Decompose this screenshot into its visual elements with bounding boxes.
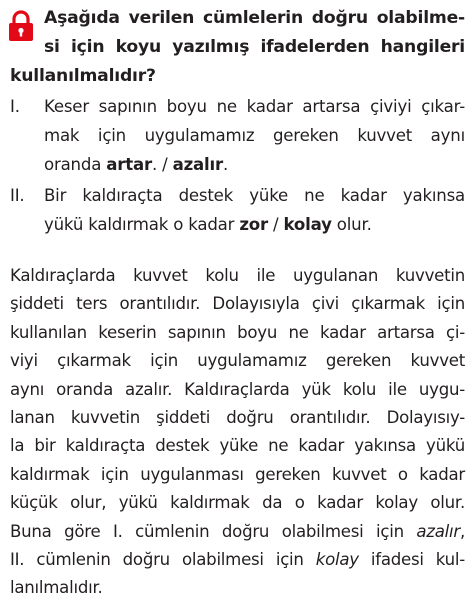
- explanation-line: kaldırmak için uygulanması gereken kuvvet o kadar: [10, 464, 465, 484]
- text-run: oranda: [44, 155, 107, 174]
- bold-option: zor: [239, 215, 268, 234]
- text-run: ,: [459, 521, 465, 541]
- bold-option: azalır: [172, 155, 223, 174]
- explanation-line: lanan kuvvetin şiddeti doğru orantılıdır. Dolayısıy-: [10, 408, 465, 428]
- explanation-line: [10, 546, 465, 574]
- question-line: Aşağıda verilen cümlelerin doğru olabilme-: [44, 8, 465, 28]
- statement-item: [10, 92, 465, 179]
- statement-line: Keser sapının boyu ne kadar artarsa çiviyi çıkar-: [44, 97, 465, 116]
- text-run: ifadesi kul-: [358, 550, 466, 570]
- text-run: .: [223, 155, 229, 174]
- statement-list: [10, 92, 465, 241]
- explanation-line: lanılmalıdır.: [10, 578, 103, 598]
- statement-line: Bir kaldıraçta destek yüke ne kadar yakınsa: [44, 186, 465, 205]
- explanation-line: kullanılan keserin sapının boyu ne kadar artarsa çi-: [10, 322, 465, 342]
- explanation-line: [10, 518, 465, 546]
- explanation-text: [10, 262, 465, 603]
- bold-option: kolay: [283, 215, 332, 234]
- statement-line: [44, 210, 465, 239]
- question-line: si için koyu yazılmış ifadelerden hangileri: [44, 37, 465, 57]
- bold-option: artar: [106, 155, 152, 174]
- text-run: yükü kaldırmak o kadar: [44, 215, 240, 234]
- text-run: /: [267, 215, 284, 234]
- statement-item: [10, 181, 465, 239]
- question-text: [10, 4, 465, 91]
- italic-answer: kolay: [315, 550, 359, 570]
- question-line: kullanılmalıdır?: [10, 66, 156, 86]
- statement-number: II.: [10, 186, 25, 205]
- statement-line: mak için uygulamamız gereken kuvvet aynı: [44, 126, 465, 145]
- text-run: II. cümlenin doğru olabilmesi için: [10, 550, 316, 570]
- explanation-line: Kaldıraçlarda kuvvet kolu ile uygulanan kuvvetin: [10, 266, 465, 285]
- statement-number: I.: [10, 97, 20, 116]
- explanation-line: la bir kaldıraçta destek yüke ne kadar yakınsa yükü: [10, 436, 465, 456]
- italic-answer: azalır: [416, 521, 460, 541]
- explanation-line: şiddeti ters orantılıdır. Dolayısıyla çivi çıkarmak için: [10, 294, 465, 314]
- explanation-line: viyi çıkarmak için uygulamamız gereken kuvvet: [10, 351, 465, 371]
- statement-line: [44, 150, 465, 179]
- text-run: . /: [151, 155, 173, 174]
- text-run: Buna göre I. cümlenin doğru olabilmesi için: [10, 521, 417, 541]
- explanation-line: aynı oranda azalır. Kaldıraçlarda yük kolu ile uygu-: [10, 379, 465, 399]
- explanation-line: küçük olur, yükü kaldırmak da o kadar kolay olur.: [10, 493, 465, 513]
- text-run: olur.: [331, 215, 372, 234]
